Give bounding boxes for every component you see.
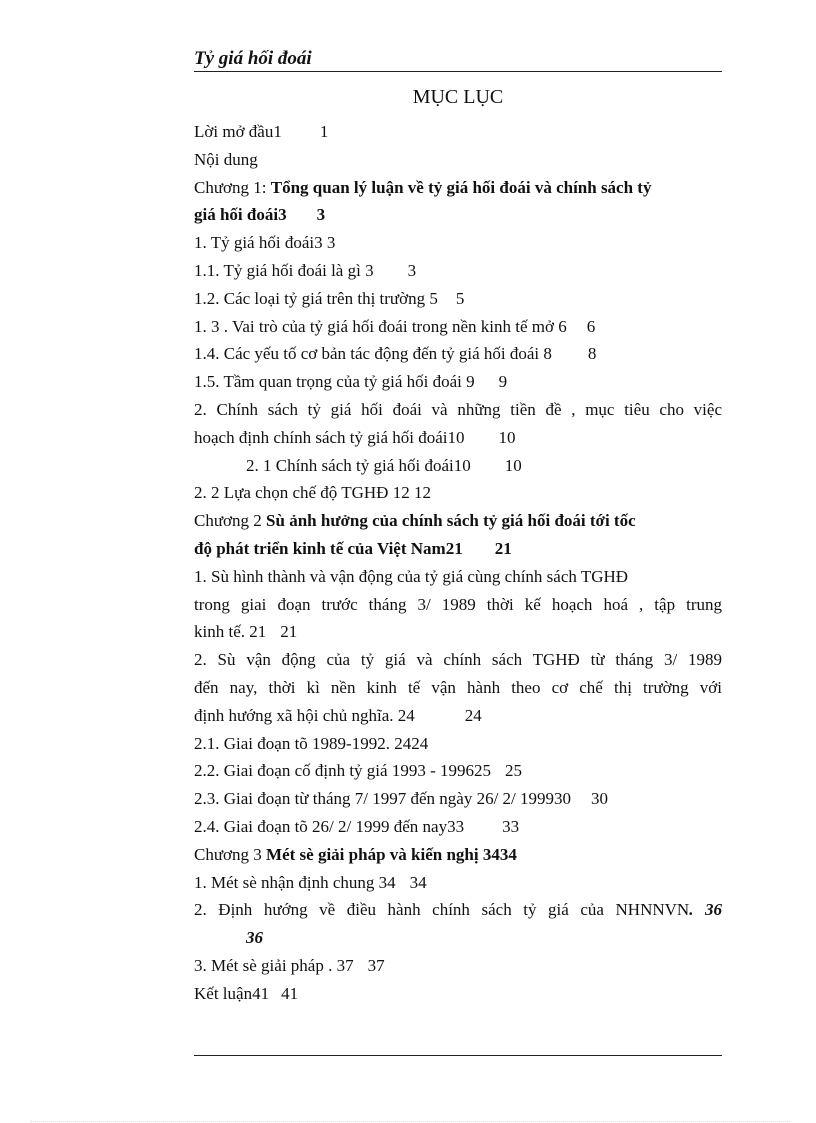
toc-entry: Nội dung [194,149,258,169]
page-edge-divider [30,1121,790,1122]
toc-entry: 1.5. Tầm quan trọng của tỷ giá hối đoái 9 9 [194,372,508,392]
toc-entry: giá hối đoái3 3 [194,205,326,225]
toc-entry: 2. Sù vận động của tỷ giá và chính sách TGHĐ từ tháng 3/ 1989 [194,650,722,670]
toc-entry: 2. 1 Chính sách tỷ giá hối đoái10 10 [246,455,522,475]
toc-entry: Chương 3 Mét sè giải pháp và kiến nghị 3434 [194,844,517,864]
toc-entry: độ phát triển kinh tế của Việt Nam21 21 [194,538,512,558]
toc-entry: 1.1. Tỷ giá hối đoái là gì 3 3 [194,260,417,280]
toc-entry: Kết luận41 41 [194,983,299,1003]
toc-entry: 2. 2 Lựa chọn chế độ TGHĐ 12 12 [194,483,431,503]
toc-entry: 1. Mét sè nhận định chung 34 34 [194,872,427,892]
toc-entry: hoạch định chính sách tỷ giá hối đoái10 10 [194,427,516,447]
toc-entry: 1.4. Các yếu tố cơ bản tác động đến tỷ giá hối đoái 8 8 [194,344,597,364]
toc-entry: trong giai đoạn trước tháng 3/ 1989 thời kế hoạch hoá , tập trung [194,594,722,614]
toc-entry: 2.3. Giai đoạn từ tháng 7/ 1997 đến ngày 26/ 2/ 199930 30 [194,789,609,809]
table-of-contents [194,118,722,1008]
toc-title: MỤC LỤC [412,86,504,108]
toc-entry: Chương 2 Sù ảnh hưởng của chính sách tỷ giá hối đoái tới tốc [194,511,636,531]
toc-entry: kinh tế. 21 21 [194,622,298,642]
toc-entry: 3. Mét sè giải pháp . 37 37 [194,955,385,975]
toc-entry: 2. Định hướng về điều hành chính sách tỷ giá của NHNNVN. 36 [194,900,722,920]
toc-entry: đến nay, thời kì nền kinh tế vận hành theo cơ chế thị trường với [194,677,722,697]
toc-entry: 2.4. Giai đoạn tõ 26/ 2/ 1999 đến nay33 33 [194,816,520,836]
toc-entry: Lời mở đầu1 1 [194,122,329,141]
toc-entry: 1.2. Các loại tỷ giá trên thị trường 5 5 [194,288,465,308]
toc-entry: 1. Tỷ giá hối đoái3 3 [194,233,336,253]
toc-entry: 2.1. Giai đoạn tõ 1989-1992. 2424 [194,733,429,753]
toc-entry: định hướng xã hội chủ nghĩa. 24 24 [194,705,482,725]
toc-entry: 2. Chính sách tỷ giá hối đoái và những tiền đề , mục tiêu cho việc [194,399,722,419]
header-rule [194,71,722,72]
toc-entry: 1. Sù hình thành và vận động của tỷ giá cùng chính sách TGHĐ [194,566,629,586]
running-header-title: Tỷ giá hối đoái [194,48,312,69]
toc-entry: 1. 3 . Vai trò của tỷ giá hối đoái trong nền kinh tế mở 6 6 [194,316,596,336]
toc-entry: 2.2. Giai đoạn cố định tỷ giá 1993 - 199625 25 [194,761,522,781]
toc-entry: 36 [246,928,263,948]
toc-entry: Chương 1: Tổng quan lý luận về tỷ giá hối đoái và chính sách tỷ [194,177,652,197]
footer-rule [194,1055,722,1056]
